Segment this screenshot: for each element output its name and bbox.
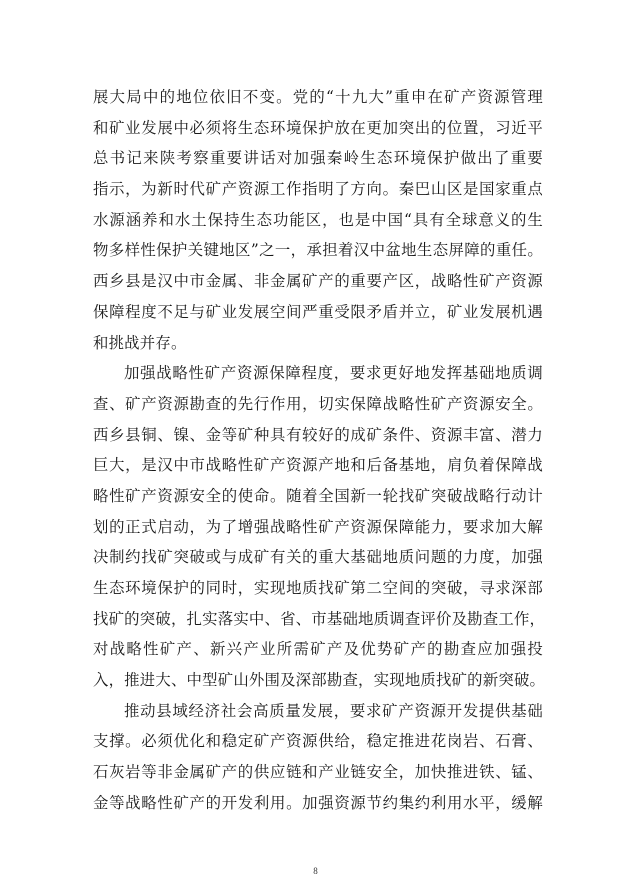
text-line: 生态环境保护的同时，实现地质找矿第二空间的突破，寻求深部 — [93, 579, 543, 597]
text-line: 西乡县是汉中市金属、非金属矿产的重要产区，战略性矿产资源 — [93, 272, 543, 291]
text-line: 推动县域经济社会高质量发展，要求矿产资源开发提供基础 — [124, 701, 543, 720]
text-line: 查、矿产资源勘查的先行作用，切实保障战略性矿产资源安全。 — [93, 394, 543, 413]
text-line: 对战略性矿产、新兴产业所需矿产及优势矿产的勘查应加强投 — [93, 640, 543, 659]
page-number: 8 — [313, 866, 318, 876]
text-line: 西乡县铜、镍、金等矿种具有较好的成矿条件、资源丰富、潜力 — [93, 425, 543, 444]
text-line: 和挑战并存。 — [93, 333, 187, 352]
text-line: 支撑。必须优化和稳定矿产资源供给，稳定推进花岗岩、石膏、 — [93, 732, 543, 751]
text-line: 决制约找矿突破或与成矿有关的重大基础地质问题的力度，加强 — [93, 548, 543, 567]
text-line: 指示，为新时代矿产资源工作指明了方向。秦巴山区是国家重点 — [93, 180, 543, 199]
paragraph — [93, 358, 546, 696]
text-line: 金等战略性矿产的开发利用。加强资源节约集约利用水平，缓解 — [93, 793, 543, 812]
paragraph — [93, 82, 543, 358]
text-line: 物多样性保护关键地区”之一，承担着汉中盆地生态屏障的重任。 — [93, 241, 543, 260]
text-line: 水源涵养和水土保持生态功能区，也是中国“具有全球意义的生 — [93, 210, 543, 229]
text-line: 石灰岩等非金属矿产的供应链和产业链安全，加快推进铁、锰、 — [93, 763, 543, 782]
paragraph — [93, 696, 543, 819]
text-line: 保障程度不足与矿业发展空间严重受限矛盾并立，矿业发展机遇 — [93, 302, 543, 321]
text-line: 和矿业发展中必须将生态环境保护放在更加突出的位置，习近平 — [93, 118, 543, 137]
text-line: 巨大，是汉中市战略性矿产资源产地和后备基地，肩负着保障战 — [93, 456, 543, 475]
text-line: 加强战略性矿产资源保障程度，要求更好地发挥基础地质调 — [124, 364, 543, 383]
text-line: 划的正式启动，为了增强战略性矿产资源保障能力，要求加大解 — [93, 517, 543, 536]
text-line: 展大局中的地位依旧不变。党的“十九大”重申在矿产资源管理 — [93, 88, 543, 106]
text-line: 入，推进大、中型矿山外围及深部勘查，实现地质找矿的新突破。 — [93, 671, 546, 690]
text-line: 找矿的突破，扎实落实中、省、市基础地质调查评价及勘查工作， — [93, 609, 546, 628]
text-line: 总书记来陕考察重要讲话对加强秦岭生态环境保护做出了重要 — [93, 149, 543, 168]
body-text — [93, 82, 546, 819]
text-line: 略性矿产资源安全的使命。随着全国新一轮找矿突破战略行动计 — [93, 486, 543, 505]
